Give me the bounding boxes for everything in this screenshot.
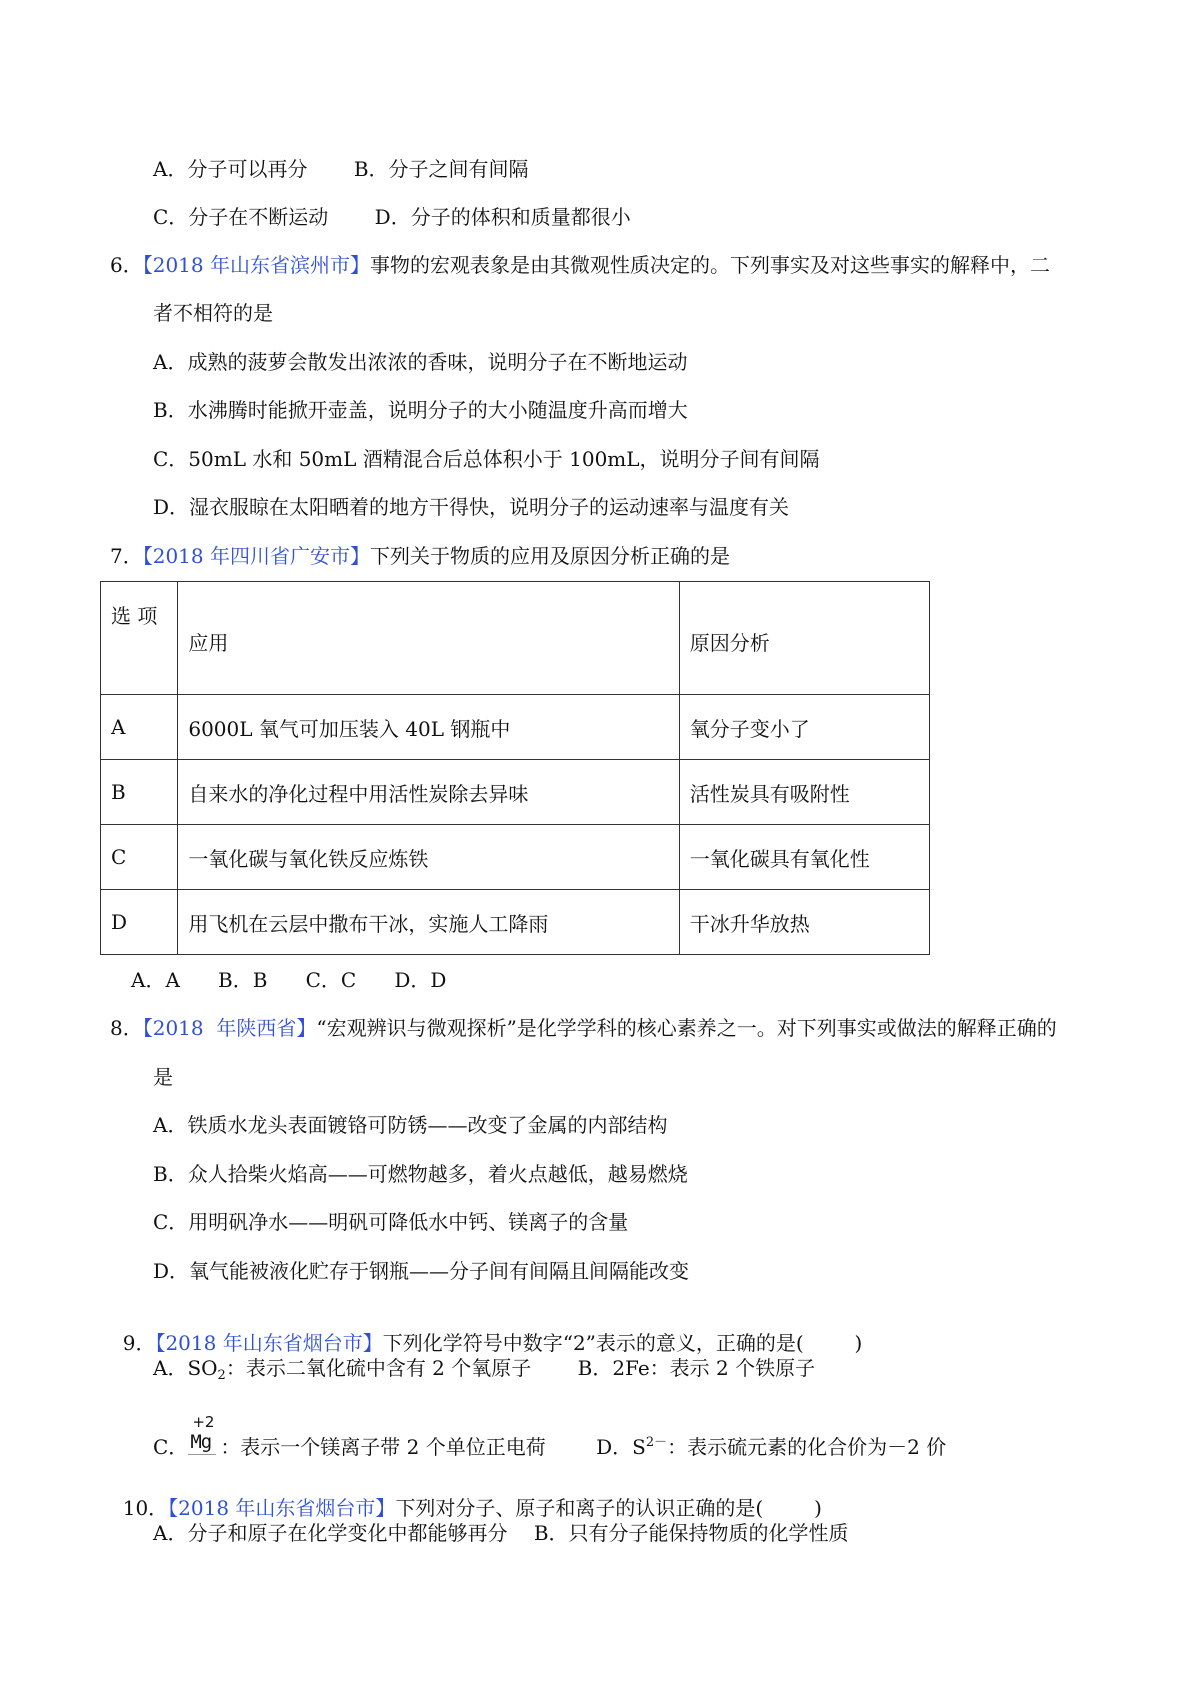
q8-stem xyxy=(110,1016,1057,1040)
q7-stem xyxy=(110,544,730,568)
q10-option-row-1 xyxy=(153,1521,849,1545)
q9-option-c-text: ：表示一个镁离子带 2 个单位正电荷 xyxy=(220,1435,546,1459)
q6-stem-line-2: 者不相符的是 xyxy=(153,301,273,325)
q5-option-a: A．分子可以再分 xyxy=(153,157,308,181)
q7-source: 【2018 年四川省广安市】 xyxy=(142,544,370,568)
q10-option-a: A．分子和原子在化学变化中都能够再分 xyxy=(153,1521,508,1545)
q8-option-d: D．氧气能被液化贮存于钢瓶——分子间有间隔且间隔能改变 xyxy=(153,1259,690,1283)
q9-option-row-1 xyxy=(153,1356,816,1383)
q7-number: 7． xyxy=(110,544,143,568)
element-symbol: Mg xyxy=(190,1431,212,1453)
table-cell-option: A xyxy=(101,695,178,760)
q6-number: 6． xyxy=(110,253,143,277)
table-header-row xyxy=(101,582,930,695)
q6-stem-line-1: 事物的宏观表象是由其微观性质决定的。下列事实及对这些事实的解释中，二 xyxy=(370,253,1050,277)
q9-option-d-text: ：表示硫元素的化合价为－2 价 xyxy=(667,1435,947,1459)
q8-option-c: C．用明矾净水——明矾可降低水中钙、镁离子的含量 xyxy=(153,1210,629,1234)
table-cell-option: C xyxy=(101,825,178,890)
q9-option-a xyxy=(153,1356,532,1383)
q9-source: 【2018 年山东省烟台市】 xyxy=(155,1331,383,1355)
q8-source: 【2018 年陕西省】 xyxy=(142,1016,317,1040)
table-row xyxy=(101,760,930,825)
q9-option-c xyxy=(153,1413,546,1459)
q8-stem-line-2: 是 xyxy=(153,1065,173,1089)
table-cell-reason: 活性炭具有吸附性 xyxy=(679,760,929,825)
q5-option-b: B．分子之间有间隔 xyxy=(353,157,529,181)
q8-stem-line-1: “宏观辨识与微观探析”是化学学科的核心素养之一。对下列事实或做法的解释正确的 xyxy=(316,1016,1057,1040)
q10-stem-text: 下列对分子、原子和离子的认识正确的是( ) xyxy=(395,1496,822,1520)
q9-option-row-2 xyxy=(153,1413,947,1464)
table-cell-application: 一氧化碳与氧化铁反应炼铁 xyxy=(178,825,679,890)
valence-symbol xyxy=(188,1413,220,1464)
q6-option-c: C．50mL 水和 50mL 酒精混合后总体积小于 100mL，说明分子间有间隔 xyxy=(153,447,820,471)
q5-option-row-1 xyxy=(153,157,529,181)
q6-option-d: D．湿衣服晾在太阳晒着的地方干得快，说明分子的运动速率与温度有关 xyxy=(153,495,790,519)
q9-option-d xyxy=(596,1435,946,1459)
table-cell-option: D xyxy=(101,890,178,955)
q9-option-d-superscript: 2－ xyxy=(645,1435,668,1450)
q9-option-c-letter: C． xyxy=(153,1435,189,1459)
q9-option-a-text: ：表示二氧化硫中含有 2 个氧原子 xyxy=(225,1356,532,1380)
q6-option-b: B．水沸腾时能掀开壶盖，说明分子的大小随温度升高而增大 xyxy=(153,398,688,422)
q8-option-b: B．众人拾柴火焰高——可燃物越多，着火点越低，越易燃烧 xyxy=(153,1162,688,1186)
q10-number: 10． xyxy=(122,1496,169,1520)
table-cell-application: 自来水的净化过程中用活性炭除去异味 xyxy=(178,760,679,825)
q8-number: 8． xyxy=(110,1016,143,1040)
table-header-application: 应用 xyxy=(178,582,679,695)
q9-number: 9． xyxy=(122,1331,156,1355)
table-cell-reason: 氧分子变小了 xyxy=(679,695,929,760)
q10-source: 【2018 年山东省烟台市】 xyxy=(168,1496,396,1520)
valence-number: +2 xyxy=(192,1413,215,1431)
q5-option-c: C．分子在不断运动 xyxy=(153,205,329,229)
table-cell-application: 用飞机在云层中撒布干冰，实施人工降雨 xyxy=(178,890,679,955)
table-cell-reason: 一氧化碳具有氧化性 xyxy=(679,825,929,890)
q9-option-a-subscript: 2 xyxy=(217,1368,226,1383)
q5-option-row-2 xyxy=(153,205,631,229)
table-row xyxy=(101,890,930,955)
table-cell-reason: 干冰升华放热 xyxy=(679,890,929,955)
q7-table xyxy=(100,581,930,955)
table-header-reason: 原因分析 xyxy=(679,582,929,695)
table-cell-application: 6000L 氧气可加压装入 40L 钢瓶中 xyxy=(178,695,679,760)
q9-option-d-formula: D．S xyxy=(596,1435,646,1459)
q10-option-b: B．只有分子能保持物质的化学性质 xyxy=(533,1521,849,1545)
table-header-option: 选 项 xyxy=(101,582,178,695)
q9-option-b: B．2Fe：表示 2 个铁原子 xyxy=(577,1356,816,1380)
table-row xyxy=(101,825,930,890)
q7-stem-text: 下列关于物质的应用及原因分析正确的是 xyxy=(370,544,730,568)
table-cell-option: B xyxy=(101,760,178,825)
q8-option-a: A．铁质水龙头表面镀铬可防锈——改变了金属的内部结构 xyxy=(153,1113,668,1137)
q9-option-a-formula: A．SO xyxy=(153,1356,218,1380)
valence-underline xyxy=(188,1454,216,1455)
q9-stem xyxy=(110,1307,862,1355)
q10-stem xyxy=(110,1472,822,1520)
q9-stem-text: 下列化学符号中数字“2”表示的意义，正确的是( ) xyxy=(382,1331,863,1355)
q6-source: 【2018 年山东省滨州市】 xyxy=(142,253,370,277)
q5-option-d: D．分子的体积和质量都很小 xyxy=(374,205,631,229)
q7-options: A．A B．B C．C D．D xyxy=(131,968,447,992)
q6-option-a: A．成熟的菠萝会散发出浓浓的香味，说明分子在不断地运动 xyxy=(153,350,688,374)
table-row xyxy=(101,695,930,760)
q6-stem xyxy=(110,253,1050,277)
